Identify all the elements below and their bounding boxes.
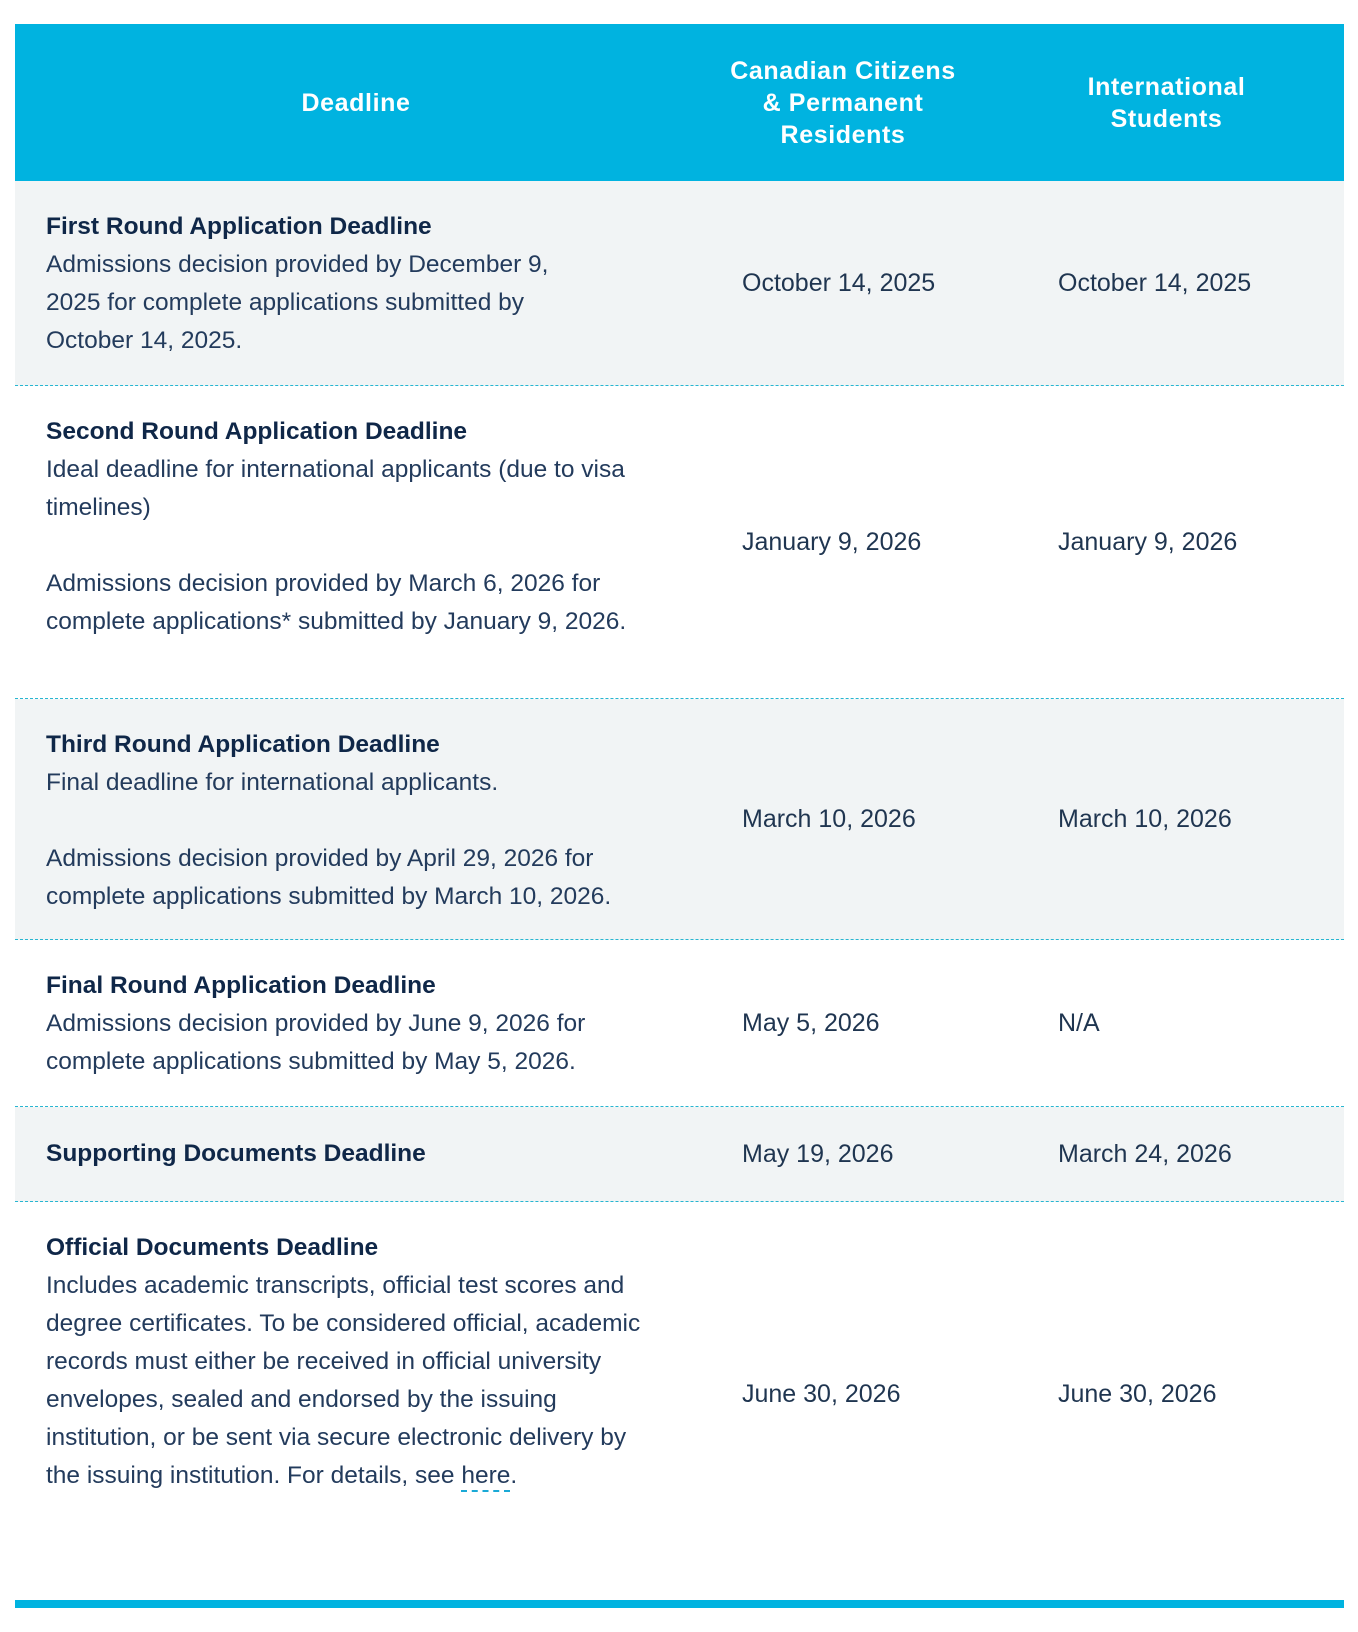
details-link[interactable]: here: [461, 1462, 510, 1492]
international-date: October 14, 2025: [1058, 268, 1252, 297]
table-row: [15, 699, 1344, 940]
deadlines-table: [15, 24, 1344, 1587]
deadline-title: Second Round Application Deadline: [46, 418, 468, 445]
deadline-title: Supporting Documents Deadline: [46, 1140, 426, 1167]
table-header: [15, 24, 1344, 181]
deadline-detail: Admissions decision provided by June 9, 2026 for complete applications submitted by May 5, 2026.: [46, 1010, 586, 1075]
canadian-date: January 9, 2026: [742, 527, 922, 556]
deadline-description: [15, 940, 697, 1106]
header-deadline: [15, 24, 697, 181]
link-suffix: .: [510, 1462, 518, 1489]
deadline-detail: Admissions decision provided by December 9, 2025 for complete applications submitted by October 14, 2025.: [46, 251, 549, 354]
table-bottom-bar: [15, 1600, 1344, 1608]
header-international: [989, 24, 1344, 181]
deadline-detail: Admissions decision provided by March 6, 2026 for complete applications* submitted by January 9, 2026.: [46, 570, 627, 635]
deadline-title: First Round Application Deadline: [46, 213, 432, 240]
deadline-title: Third Round Application Deadline: [46, 731, 440, 758]
canadian-date: May 5, 2026: [742, 1008, 880, 1037]
paragraph-gap: [46, 802, 656, 840]
table-row: [15, 1202, 1344, 1587]
international-date: March 24, 2026: [1058, 1139, 1232, 1168]
deadline-description: [15, 386, 697, 698]
deadline-detail-text: Includes academic transcripts, official test scores and degree certificates. To be considered official, academic records must either be received in official university envelopes, sealed and endorsed by the issuing institution, or be sent via secure electronic delivery by the issuing institution. For details, see: [46, 1272, 641, 1489]
header-canadian-label: Canadian Citizens & Permanent Residents: [730, 56, 956, 149]
table-row: [15, 386, 1344, 699]
deadline-detail: Ideal deadline for international applicants (due to visa timelines): [46, 456, 625, 521]
deadline-description: [15, 181, 697, 385]
table-row: [15, 181, 1344, 386]
table-row: [15, 1107, 1344, 1202]
international-date: June 30, 2026: [1058, 1380, 1217, 1408]
deadline-title: Official Documents Deadline: [46, 1234, 379, 1261]
header-canadian: [697, 24, 989, 181]
international-date: March 10, 2026: [1058, 804, 1232, 833]
canadian-date: May 19, 2026: [742, 1139, 894, 1168]
deadline-description: [15, 699, 697, 939]
canadian-date: June 30, 2026: [742, 1380, 901, 1408]
deadline-title: Final Round Application Deadline: [46, 972, 436, 999]
canadian-date: October 14, 2025: [742, 268, 936, 297]
deadline-detail: [46, 1267, 661, 1495]
deadline-detail: Admissions decision provided by April 29, 2026 for complete applications submitted by March 10, 2026.: [46, 845, 612, 910]
deadline-description: [15, 1202, 697, 1587]
international-date: January 9, 2026: [1058, 527, 1238, 556]
table-row: [15, 940, 1344, 1107]
header-deadline-label: Deadline: [301, 88, 411, 117]
deadline-description: [15, 1107, 697, 1201]
header-international-label: International Students: [1087, 72, 1246, 133]
canadian-date: March 10, 2026: [742, 804, 916, 833]
deadline-detail: Final deadline for international applicants.: [46, 769, 499, 796]
paragraph-gap: [46, 527, 636, 565]
international-date: N/A: [1058, 1008, 1100, 1037]
